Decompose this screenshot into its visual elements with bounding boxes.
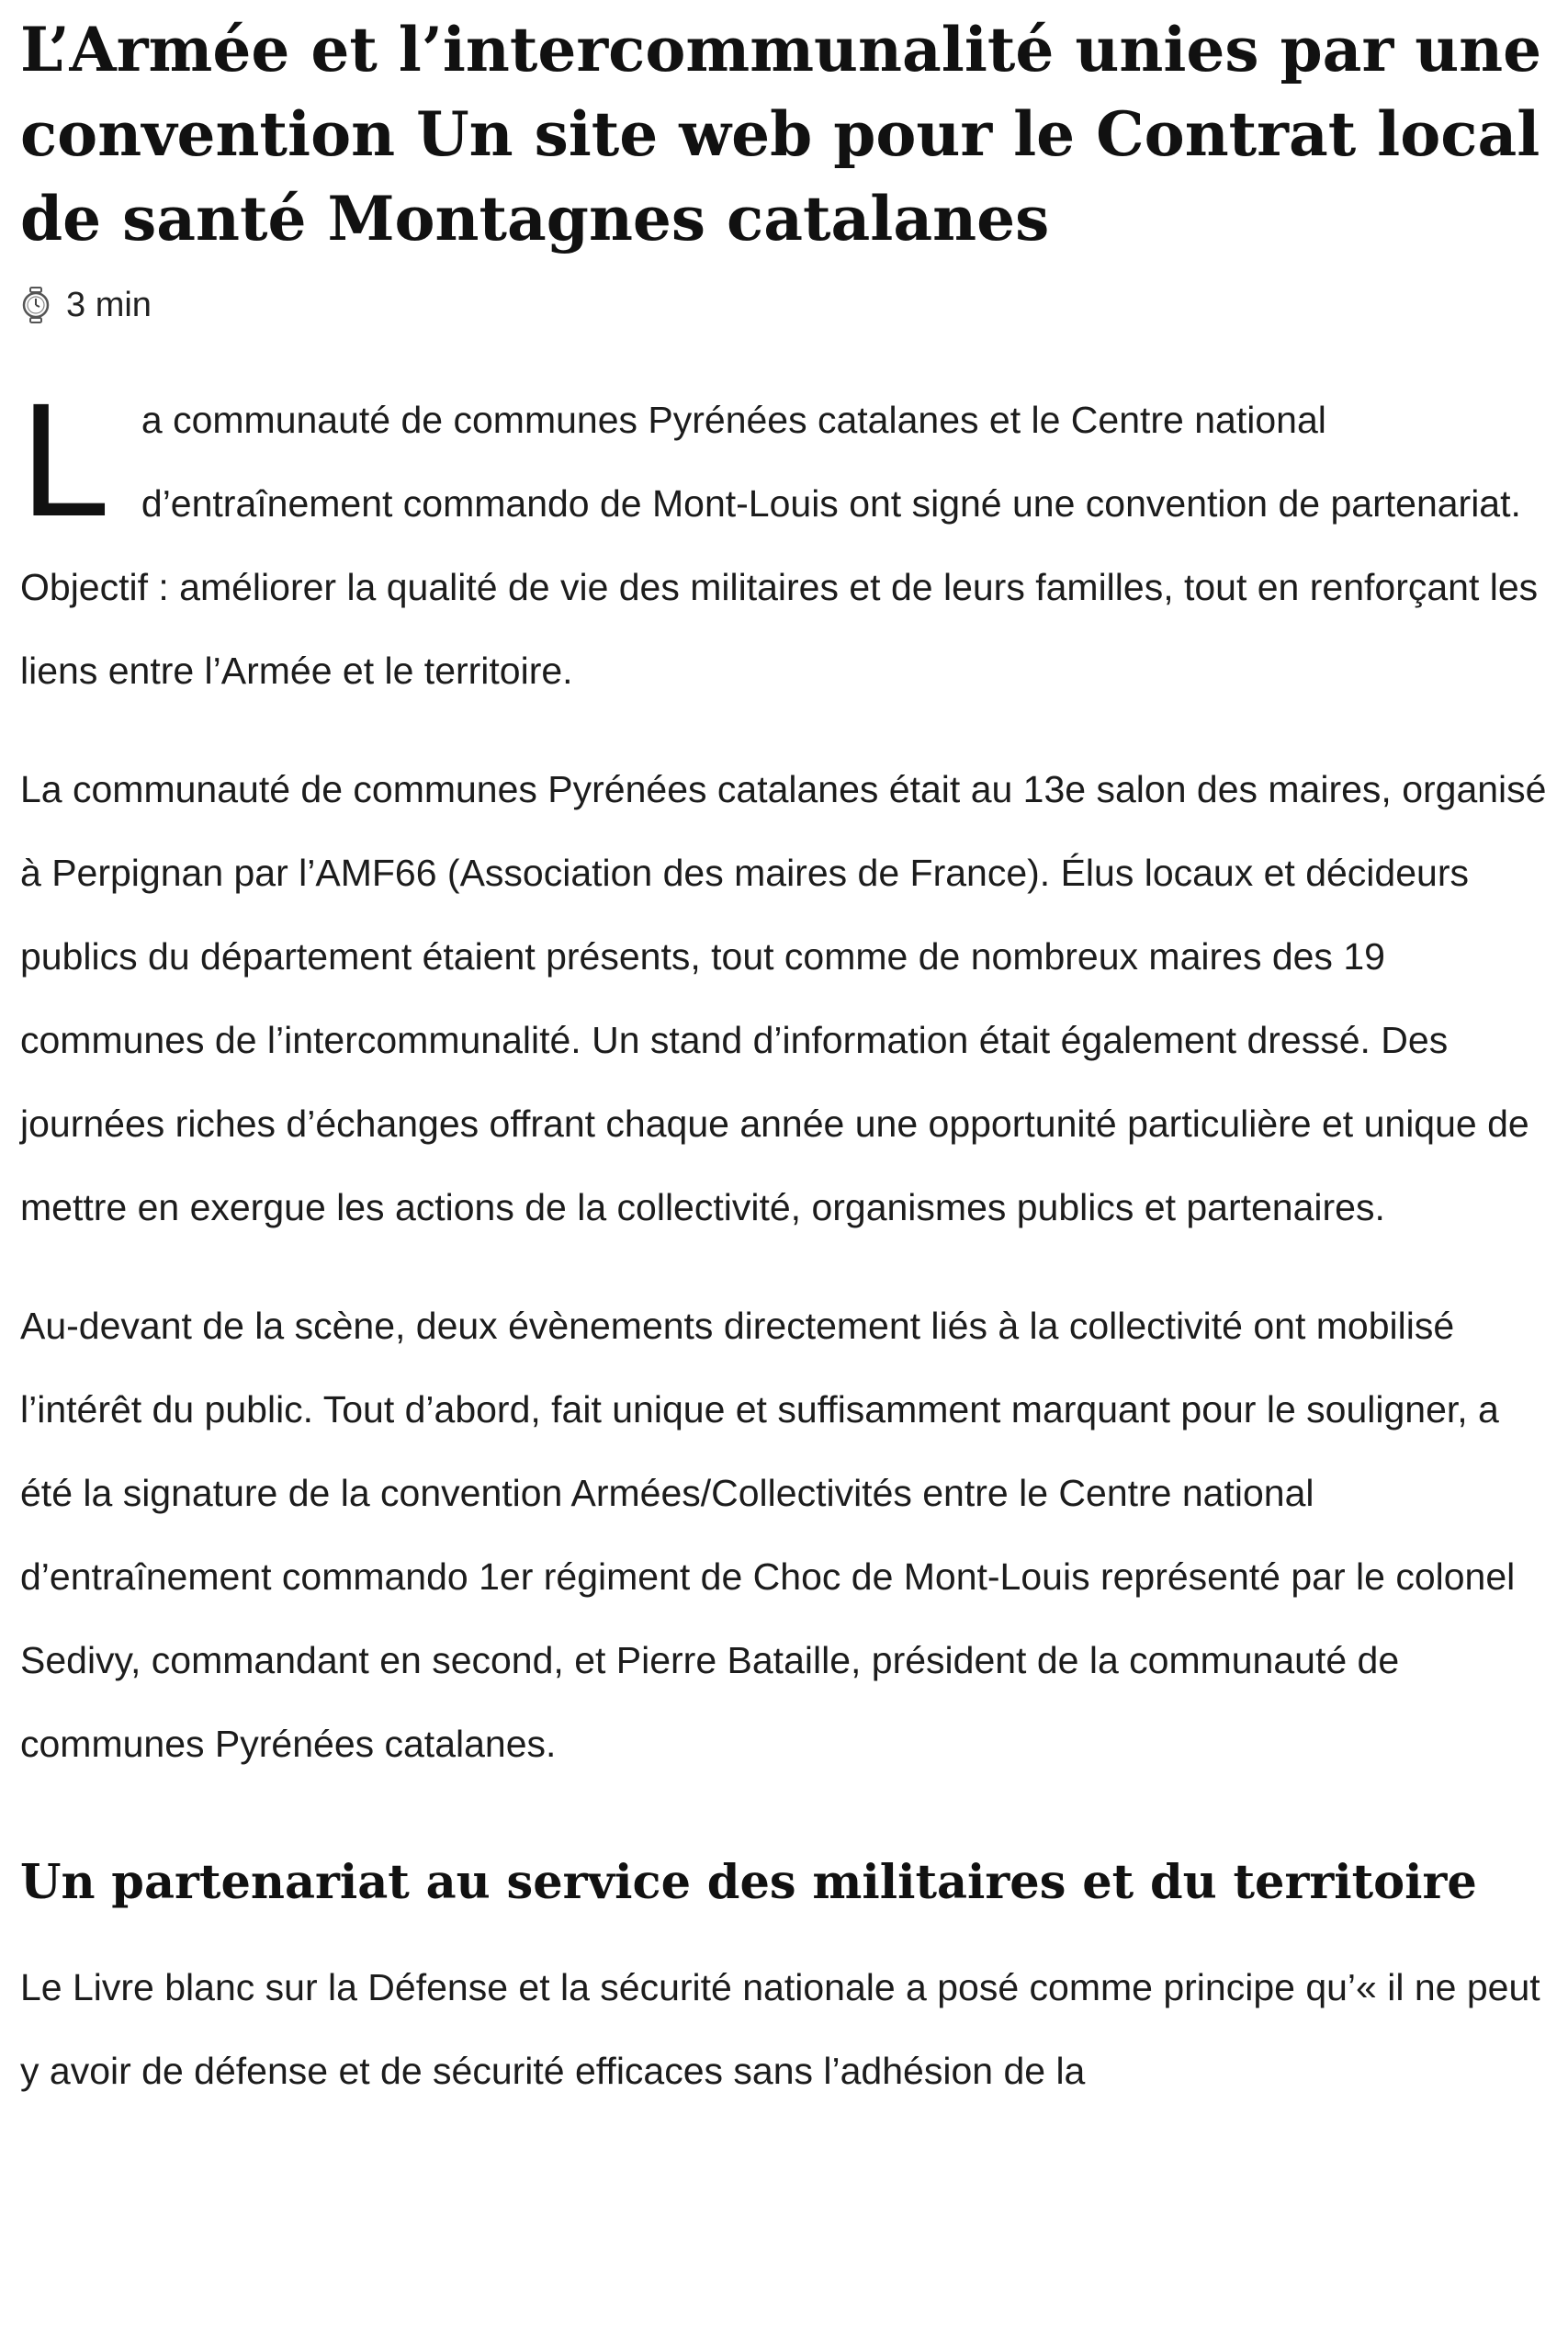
- paragraph-3: Le Livre blanc sur la Défense et la sécurité nationale a posé comme principe qu’« il ne peut y avoir de défense et de sécurité efficaces sans l’adhésion de la: [20, 1966, 1540, 2092]
- lead-text: a communauté de communes Pyrénées catalanes et le Centre national d’entraînement commando de Mont-Louis ont signé une convention de partenariat. Objectif : améliorer la qualité de vie des militaires et de leurs familles, tout en renforçant les liens entre l’Armée et le territoire.: [20, 399, 1539, 692]
- paragraph-1: La communauté de communes Pyrénées catalanes était au 13e salon des maires, organisé à Perpignan par l’AMF66 (Association des maires de France). Élus locaux et décideurs publics du département étaient présents, tout comme de nombreux maires des 19 communes de l’intercommunalité. Un stand d’information était également dressé. Des journées riches d’échanges offrant chaque année une opportunité particulière et unique de mettre en exergue les actions de la collectivité, organismes publics et partenaires.: [20, 768, 1547, 1228]
- article-title: L’Armée et l’intercommunalité unies par une convention Un site web pour le Contrat local de santé Montagnes catalanes: [20, 14, 1542, 254]
- article-meta: [20, 287, 1556, 323]
- article: [20, 0, 1556, 2113]
- lead-paragraph: [20, 370, 1556, 713]
- paragraph-2: Au-devant de la scène, deux évènements directement liés à la collectivité ont mobilisé l’intérêt du public. Tout d’abord, fait unique et suffisamment marquant pour le souligner, a été la signature de la convention Armées/Collectivités entre le Centre national d’entraînement commando 1er régiment de Choc de Mont-Louis représenté par le colonel Sedivy, commandant en second, et Pierre Bataille, président de la communauté de communes Pyrénées catalanes.: [20, 1305, 1516, 1765]
- section-heading: Un partenariat au service des militaires et du territoire: [20, 1855, 1477, 1910]
- drop-cap: L: [20, 370, 110, 550]
- read-time: 3 min: [66, 285, 152, 324]
- stopwatch-icon: [20, 287, 51, 323]
